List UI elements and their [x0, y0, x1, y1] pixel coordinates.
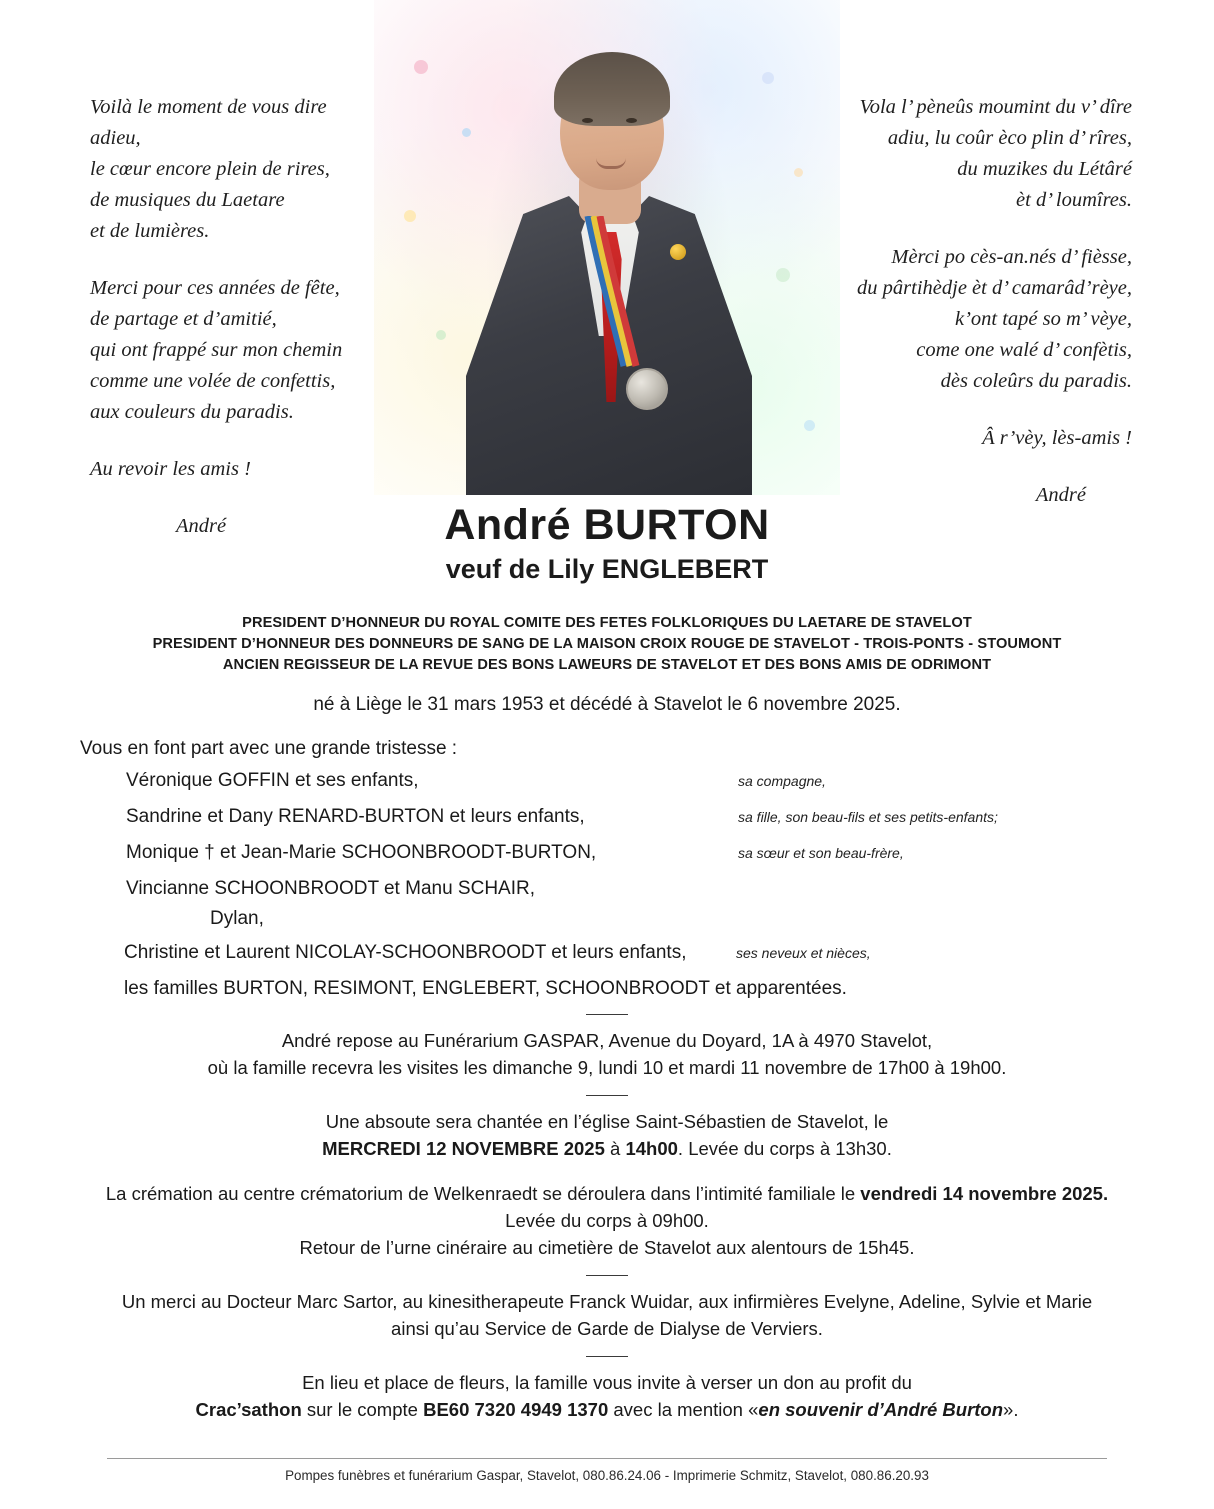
- poem-fr-farewell: Au revoir les amis !: [90, 458, 251, 480]
- poem-french: [90, 92, 378, 542]
- family-closing-line: les familles BURTON, RESIMONT, ENGLEBERT, SCHOONBROODT et apparentées.: [124, 978, 847, 999]
- announcement-line: Vous en font part avec une grande tristesse :: [80, 738, 458, 759]
- footer-text: Pompes funèbres et funérarium Gaspar, Stavelot, 080.86.24.06 - Imprimerie Schmitz, Stavelot, 080.86.20.93: [285, 1468, 929, 1483]
- divider: [586, 1275, 628, 1276]
- donation-line1: En lieu et place de fleurs, la famille vous invite à verser un don au profit du: [302, 1372, 912, 1393]
- donation-end: ».: [1003, 1399, 1019, 1420]
- divider: [586, 1014, 628, 1015]
- footer-divider: [107, 1458, 1107, 1459]
- deceased-spouse-line: veuf de Lily ENGLEBERT: [445, 554, 769, 584]
- divider: [586, 1356, 628, 1357]
- poem-wa-line: dès coleûrs du paradis.: [940, 370, 1132, 392]
- poem-wa-line: èt d’ loumîres.: [1016, 189, 1132, 211]
- poem-walloon: [812, 92, 1132, 511]
- family-names: Sandrine et Dany RENARD-BURTON et leurs enfants,: [126, 806, 585, 827]
- poem-wa-line: du pârtihèdje èt d’ camarâd’rèye,: [857, 277, 1132, 299]
- family-names: Monique † et Jean-Marie SCHOONBROODT-BURTON,: [126, 842, 597, 863]
- poem-fr-line: de partage et d’amitié,: [90, 308, 277, 330]
- poem-wa-line: du muzikes du Létâré: [957, 158, 1132, 180]
- poem-fr-line: et de lumières.: [90, 220, 210, 242]
- poem-fr-line: comme une volée de confettis,: [90, 370, 336, 392]
- family-relation: sa compagne,: [738, 773, 826, 789]
- service-paragraph: [0, 1108, 1214, 1261]
- family-row: [126, 942, 1154, 964]
- poem-wa-line: Vola l’ pèneûs moumint du v’ dîre: [859, 96, 1132, 118]
- poem-wa-line: come one walé d’ confètis,: [916, 339, 1132, 361]
- portrait-image: [374, 0, 840, 495]
- cremation-line2: Levée du corps à 09h00.: [505, 1210, 709, 1231]
- honor-line: PRESIDENT D’HONNEUR DU ROYAL COMITE DES FETES FOLKLORIQUES DU LAETARE DE STAVELOT: [242, 615, 972, 631]
- donation-account: BE60 7320 4949 1370: [423, 1399, 609, 1420]
- family-list: [0, 770, 1214, 1000]
- honors-list: [0, 613, 1214, 676]
- family-relation: sa fille, son beau-fils et ses petits-enfants;: [738, 809, 998, 825]
- divider: [586, 1095, 628, 1096]
- service-datetime-line: [40, 1135, 1174, 1162]
- service-date: MERCREDI 12 NOVEMBRE 2025: [322, 1138, 605, 1159]
- service-tail: . Levée du corps à 13h30.: [677, 1138, 892, 1159]
- cremation-line: [40, 1180, 1174, 1207]
- poem-fr-line: aux couleurs du paradis.: [90, 401, 294, 423]
- family-row: [126, 878, 1154, 900]
- family-row: [126, 806, 1154, 828]
- medal-icon: [626, 368, 668, 410]
- thanks-line2: ainsi qu’au Service de Garde de Dialyse de Verviers.: [391, 1318, 823, 1339]
- cremation-line3: Retour de l’urne cinéraire au cimetière de Stavelot aux alentours de 15h45.: [299, 1237, 915, 1258]
- poem-fr-line: le cœur encore plein de rires,: [90, 158, 330, 180]
- poem-wa-farewell: Â r’vèy, lès-amis !: [982, 427, 1132, 449]
- family-relation: sa sœur et son beau-frère,: [738, 845, 904, 861]
- lapel-badge-icon: [670, 244, 686, 260]
- funerarium-visits-line: où la famille recevra les visites les dimanche 9, lundi 10 et mardi 11 novembre de 17h00 à 19h00.: [207, 1057, 1007, 1078]
- donation-org: Crac’sathon: [195, 1399, 302, 1420]
- poem-fr-line: de musiques du Laetare: [90, 189, 285, 211]
- poem-wa-signature: André: [1035, 484, 1086, 506]
- deceased-name: André BURTON: [444, 501, 770, 549]
- thanks-line1: Un merci au Docteur Marc Sartor, au kinesitherapeute Franck Wuidar, aux infirmières Evelyne, Adeline, Sylvie et Marie: [121, 1291, 1093, 1312]
- medal-ribbon-icon: [572, 216, 668, 376]
- poem-fr-signature: André: [176, 515, 227, 537]
- poem-fr-line: Merci pour ces années de fête,: [90, 277, 340, 299]
- family-relation: ses neveux et nièces,: [736, 945, 871, 961]
- poem-wa-line: adiu, lu coûr èco plin d’ rîres,: [887, 127, 1132, 149]
- poem-fr-line: Voilà le moment de vous dire adieu,: [90, 96, 327, 149]
- donation-mention: en souvenir d’André Burton: [758, 1399, 1004, 1420]
- family-row: [126, 842, 1154, 864]
- donation-paragraph: [0, 1369, 1214, 1423]
- honor-line: ANCIEN REGISSEUR DE LA REVUE DES BONS LAWEURS DE STAVELOT ET DES BONS AMIS DE ODRIMONT: [222, 657, 992, 673]
- poem-wa-line: Mèrci po cès-an.nés d’ fièsse,: [891, 246, 1132, 268]
- cremation-date: vendredi 14 novembre 2025.: [860, 1183, 1109, 1204]
- donation-mid: sur le compte: [301, 1399, 424, 1420]
- service-mid: à: [604, 1138, 626, 1159]
- thanks-paragraph: [0, 1288, 1214, 1342]
- honor-line: PRESIDENT D’HONNEUR DES DONNEURS DE SANG DE LA MAISON CROIX ROUGE DE STAVELOT - TROIS-PONTS - STOUMONT: [152, 636, 1062, 652]
- family-names: Christine et Laurent NICOLAY-SCHOONBROODT et leurs enfants,: [124, 942, 687, 963]
- family-names: Vincianne SCHOONBROODT et Manu SCHAIR,: [126, 878, 535, 899]
- service-line: Une absoute sera chantée en l’église Saint-Sébastien de Stavelot, le: [325, 1111, 889, 1132]
- cremation-head: La crémation au centre crématorium de Welkenraedt se déroulera dans l’intimité familiale le: [105, 1183, 861, 1204]
- donation-line2: [40, 1396, 1174, 1423]
- family-sub-name: Dylan,: [210, 908, 264, 929]
- family-row: [126, 770, 1154, 792]
- footer: [0, 1458, 1214, 1483]
- service-time: 14h00: [625, 1138, 678, 1159]
- family-names: Véronique GOFFIN et ses enfants,: [126, 770, 419, 791]
- poem-wa-line: k’ont tapé so m’ vèye,: [954, 308, 1132, 330]
- birth-death-line: né à Liège le 31 mars 1953 et décédé à Stavelot le 6 novembre 2025.: [313, 694, 901, 715]
- funerarium-paragraph: [0, 1027, 1214, 1081]
- donation-tail: avec la mention «: [608, 1399, 759, 1420]
- funerarium-line: André repose au Funérarium GASPAR, Avenue du Doyard, 1A à 4970 Stavelot,: [281, 1030, 933, 1051]
- poem-fr-line: qui ont frappé sur mon chemin: [90, 339, 343, 361]
- portrait-figure: [374, 0, 840, 495]
